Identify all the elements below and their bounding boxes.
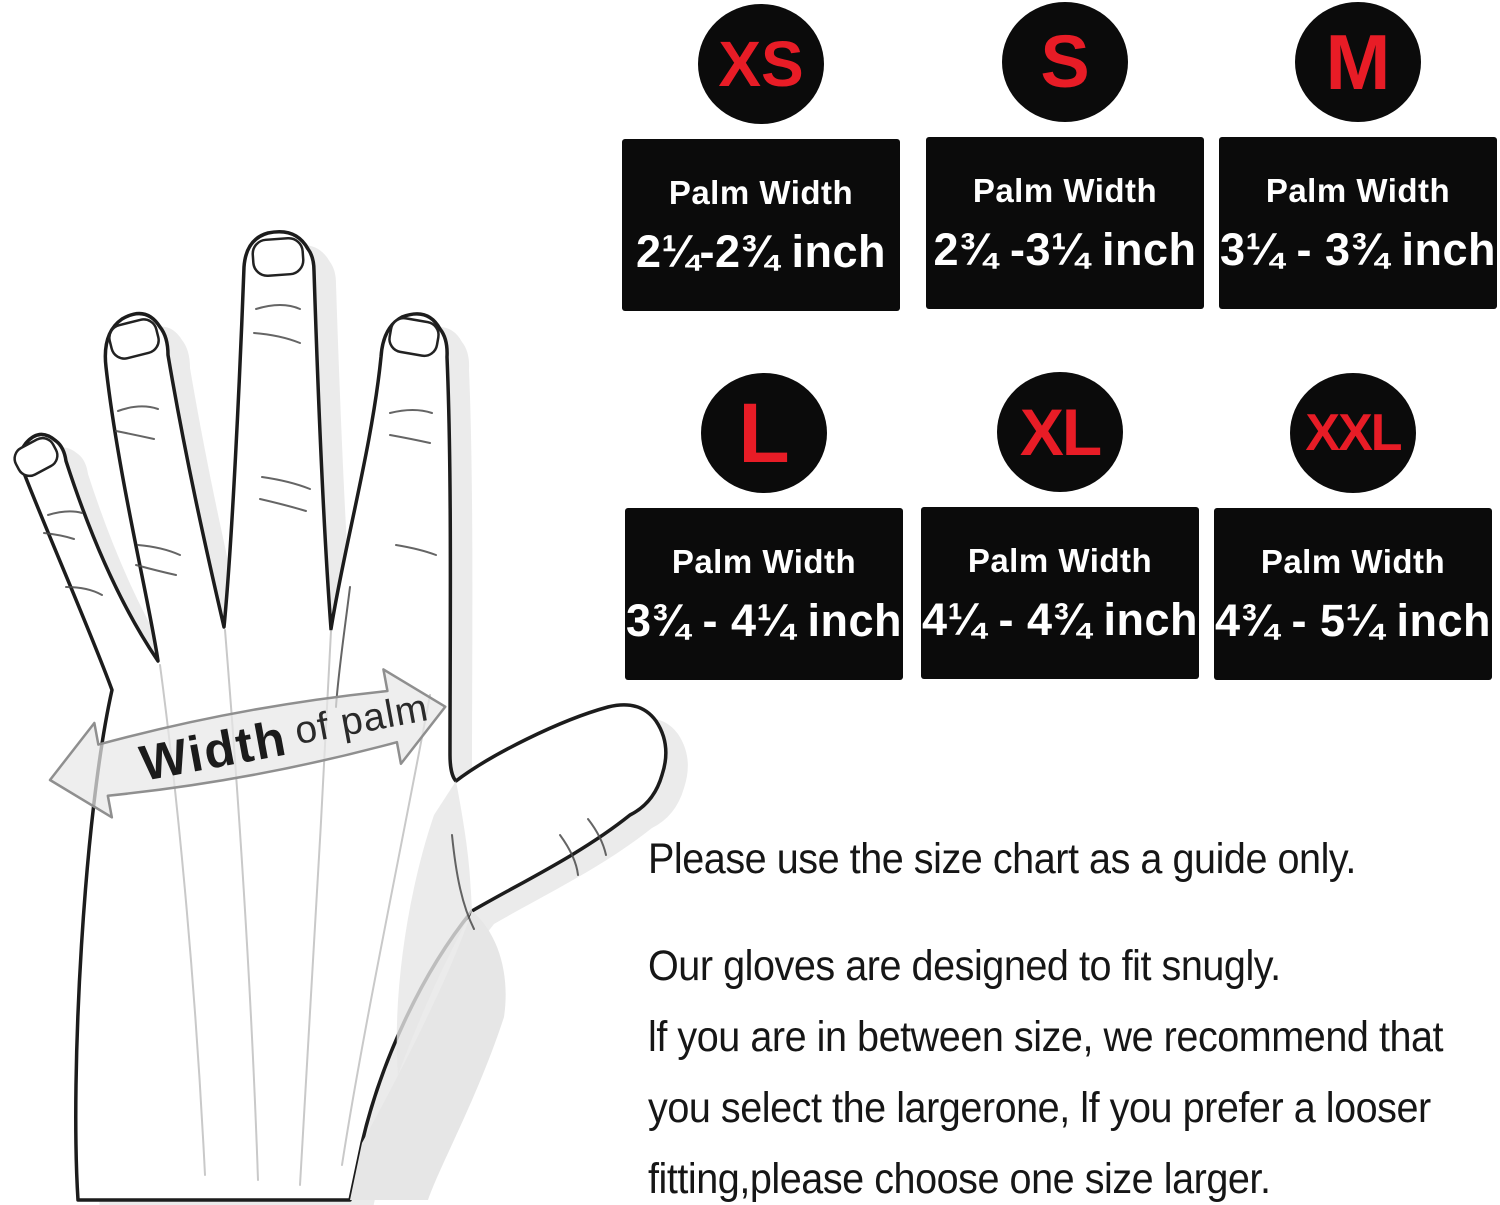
palm-width-range: 2¾ -3¼ inch <box>933 224 1197 275</box>
palm-width-range: 4¼ - 4¾ inch <box>921 594 1199 645</box>
middle-nail <box>252 237 304 276</box>
palm-width-range: 2¼-2¾ inch <box>635 226 887 277</box>
size-info-box <box>1214 508 1492 680</box>
width-label: Width <box>135 709 292 792</box>
sizing-notes <box>648 824 1500 1205</box>
size-letter: S <box>1040 20 1090 103</box>
size-badge-m <box>1295 2 1421 122</box>
note-guide-only: Please use the size chart as a guide only. <box>648 835 1356 883</box>
palm-width-label: Palm Width <box>967 542 1153 579</box>
palm-width-label: Palm Width <box>668 174 854 211</box>
note-looser-fitting: fitting,please choose one size larger. <box>648 1155 1271 1203</box>
size-letter: L <box>738 386 790 480</box>
size-info-box <box>926 137 1204 309</box>
size-badge-s <box>1002 2 1128 122</box>
size-card-xs <box>622 4 900 311</box>
size-letter: M <box>1325 18 1391 106</box>
palm-width-range: 3¾ - 4¼ inch <box>625 595 903 646</box>
palm-width-label: Palm Width <box>1260 543 1446 580</box>
of-palm-label: of palm <box>291 686 432 754</box>
size-card-m <box>1219 2 1497 309</box>
size-card-l <box>625 373 903 680</box>
hand-diagram <box>0 215 700 1205</box>
size-info-box <box>625 508 903 680</box>
note-between-size: lf you are in between size, we recommend that <box>648 1013 1444 1061</box>
palm-width-label: Palm Width <box>671 543 857 580</box>
size-card-xxl <box>1214 373 1492 680</box>
note-fit-snugly: Our gloves are designed to fit snugly. <box>648 942 1281 990</box>
size-badge-xl <box>997 372 1123 492</box>
size-info-box <box>921 507 1199 679</box>
palm-width-label: Palm Width <box>1265 172 1451 209</box>
size-letter: XS <box>718 28 804 100</box>
size-badge-l <box>701 373 827 493</box>
size-letter: XXL <box>1305 404 1401 462</box>
note-select-larger: you select the largerone, lf you prefer a looser <box>648 1084 1431 1132</box>
palm-width-range: 3¼ - 3¾ inch <box>1219 224 1497 275</box>
palm-width-label: Palm Width <box>972 172 1158 209</box>
size-info-box <box>1219 137 1497 309</box>
size-card-s <box>926 2 1204 309</box>
size-badge-xxl <box>1290 373 1416 493</box>
size-letter: XL <box>1019 395 1101 469</box>
size-card-xl <box>921 372 1199 679</box>
palm-width-range: 4¾ - 5¼ inch <box>1214 595 1492 646</box>
size-info-box <box>622 139 900 311</box>
size-badge-xs <box>698 4 824 124</box>
